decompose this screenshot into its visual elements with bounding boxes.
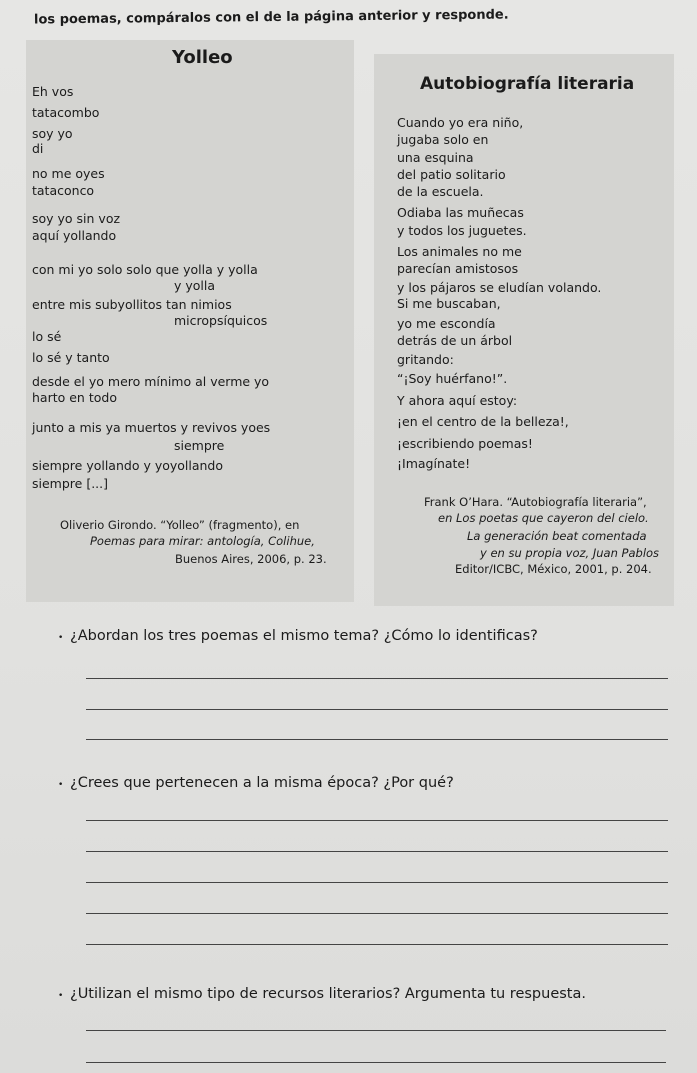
poem-line: ¡escribiendo poemas! [397,436,533,451]
poem-autobiografia-citation-line: La generación beat comentada [467,529,647,543]
poem-line: del patio solitario [397,167,506,182]
poem-line: Odiaba las muñecas [397,205,524,220]
poem-line: siempre [174,438,225,453]
answer-line[interactable] [86,739,668,740]
poem-line: micropsíquicos [174,313,268,328]
poem-line: entre mis subyollitos tan nimios [32,297,232,312]
bullet-icon: • [58,991,64,1001]
poem-yolleo-citation-line: Poemas para mirar: antología, Colihue, [90,534,315,548]
poem-line: siempre [...] [32,476,108,491]
answer-line[interactable] [86,1062,666,1063]
poem-line: de la escuela. [397,184,484,199]
bullet-icon: • [58,633,64,643]
poem-line: con mi yo solo solo que yolla y yolla [32,262,258,277]
poem-line: ¡en el centro de la belleza!, [397,414,569,429]
answer-line[interactable] [86,1030,666,1031]
poem-line: detrás de un árbol [397,333,513,348]
poem-line: lo sé y tanto [32,350,110,365]
question-3: ¿Utilizan el mismo tipo de recursos literarios? Argumenta tu respuesta. [70,986,586,1002]
poem-line: aquí yollando [32,228,117,243]
poem-line: Y ahora aquí estoy: [397,393,518,408]
answer-line[interactable] [86,882,668,883]
poem-line: parecían amistosos [397,261,519,276]
poem-line: una esquina [397,150,474,165]
poem-line: Cuando yo era niño, [397,115,524,130]
poem-line: soy yo sin voz [32,211,121,226]
poem-autobiografia-citation-line: en Los poetas que cayeron del cielo. [438,511,649,525]
answer-line[interactable] [86,678,668,679]
poem-yolleo-citation-line: Buenos Aires, 2006, p. 23. [175,552,327,566]
poem-line: gritando: [397,352,454,367]
answer-line[interactable] [86,944,668,945]
poem-line: Eh vos [32,84,74,99]
poem-autobiografia-citation-line: y en su propia voz, Juan Pablos [480,546,660,560]
answer-line[interactable] [86,851,668,852]
poem-line: siempre yollando y yoyollando [32,458,224,473]
poem-line: tataconco [32,183,95,198]
poem-line: jugaba solo en [397,132,489,147]
answer-line[interactable] [86,913,668,914]
question-1: ¿Abordan los tres poemas el mismo tema? ¿Cómo lo identificas? [70,628,538,644]
answer-line[interactable] [86,820,668,821]
poem-line: junto a mis ya muertos y revivos yoes [32,420,271,435]
poem-line: y todos los juguetes. [397,223,527,238]
poem-yolleo-title: Yolleo [172,47,233,68]
poem-line: soy yo [32,126,73,141]
poem-line: yo me escondía [397,316,496,331]
bullet-icon: • [58,780,64,790]
poem-line: y los pájaros se eludían volando. [397,280,602,295]
poem-line: lo sé [32,329,62,344]
answer-line[interactable] [86,709,668,710]
poem-line: tatacombo [32,105,100,120]
poem-autobiografia-citation-line: Frank O’Hara. “Autobiografía literaria”, [424,495,647,509]
question-2: ¿Crees que pertenecen a la misma época? ¿Por qué? [70,775,454,791]
poem-line: desde el yo mero mínimo al verme yo [32,374,270,389]
poem-line: Los animales no me [397,244,522,259]
poem-autobiografia-title: Autobiografía literaria [420,74,635,94]
poem-autobiografia-citation-line: Editor/ICBC, México, 2001, p. 204. [455,562,652,576]
poem-line: no me oyes [32,166,105,181]
poem-line: y yolla [174,278,216,293]
poem-line: “¡Soy huérfano!”. [397,371,508,386]
poem-line: ¡Imagínate! [397,456,471,471]
poem-line: Si me buscaban, [397,296,501,311]
poem-line: di [32,141,44,156]
poem-yolleo-citation-line: Oliverio Girondo. “Yolleo” (fragmento), en [60,518,300,532]
poem-line: harto en todo [32,390,117,405]
intro-instruction: los poemas, compáralos con el de la página anterior y responde. [33,7,509,28]
